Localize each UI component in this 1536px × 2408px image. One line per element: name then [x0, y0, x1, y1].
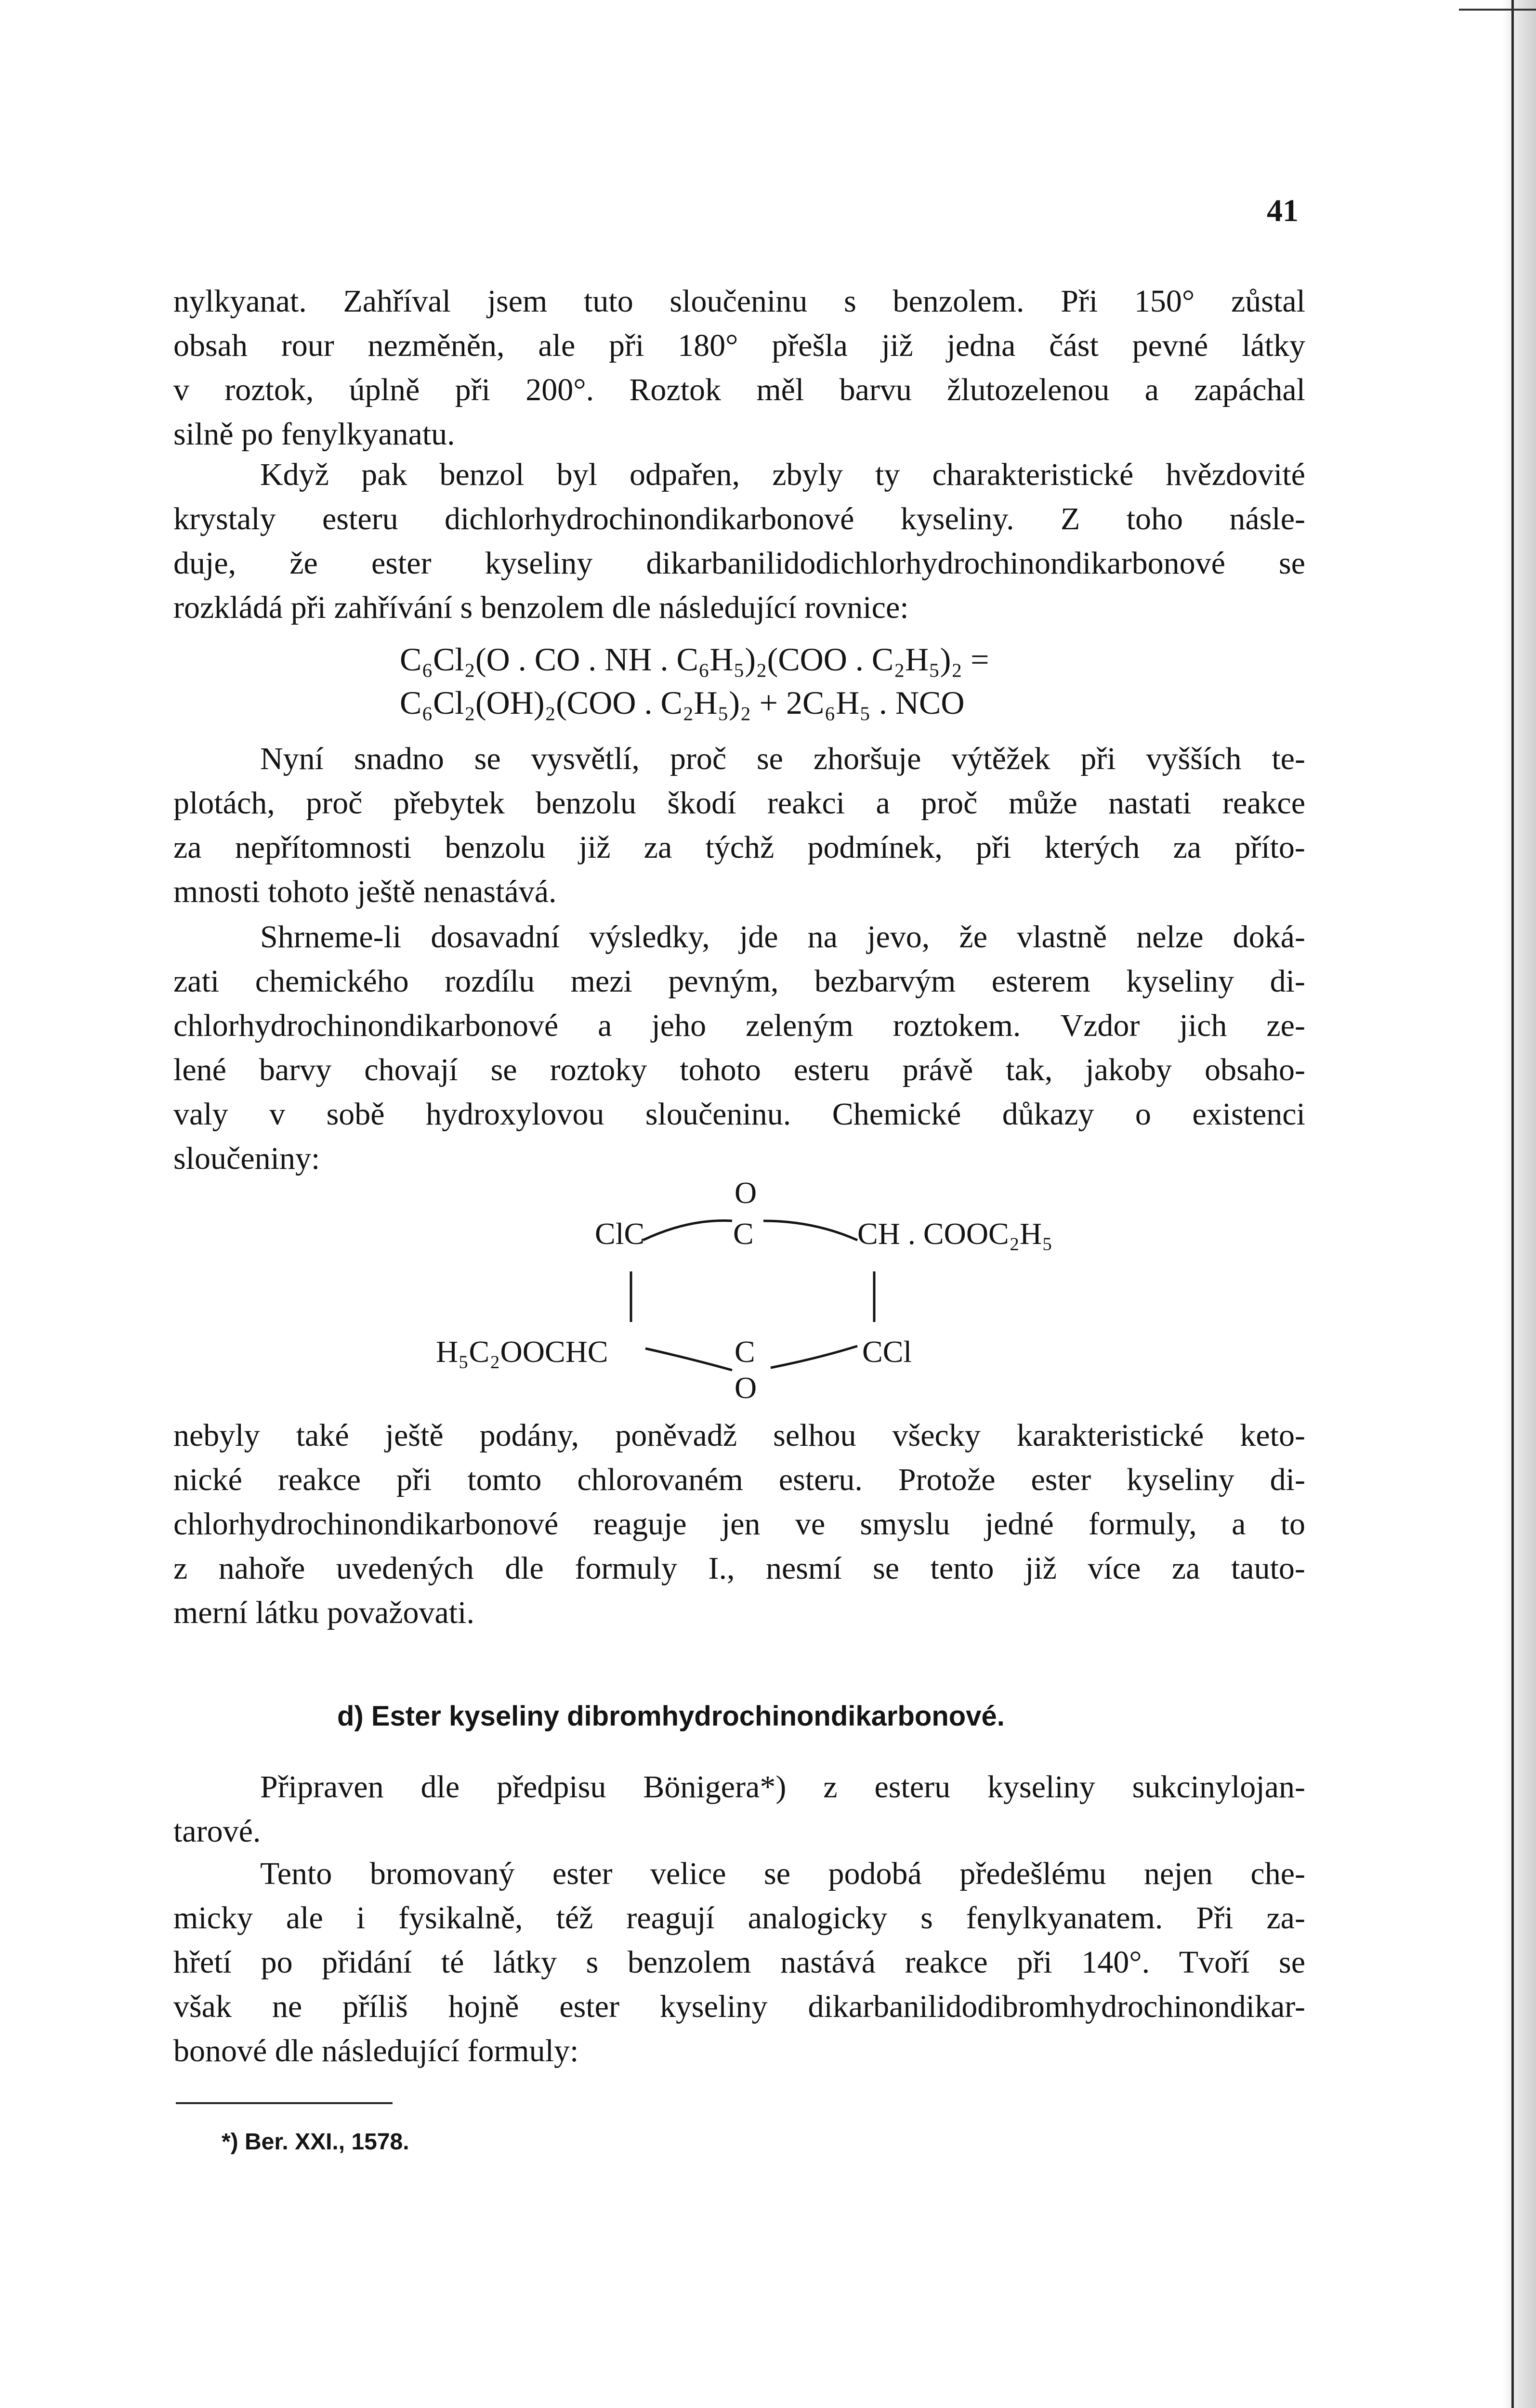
- word: Připraven: [260, 1769, 384, 1805]
- word: za: [1173, 830, 1202, 865]
- word: keto-: [1240, 1418, 1305, 1453]
- word: formuly,: [1088, 1506, 1197, 1542]
- text-line: [173, 1413, 1305, 1458]
- word: reaguje: [593, 1506, 687, 1542]
- word: analogicky: [748, 1900, 888, 1936]
- word: s: [844, 284, 856, 319]
- word: výtěžek: [951, 741, 1050, 776]
- word: příto-: [1234, 830, 1305, 865]
- word: rozdílu: [445, 964, 535, 999]
- word: zapáchal: [1194, 372, 1305, 407]
- word: škodí: [667, 785, 736, 821]
- word: to: [1280, 1506, 1305, 1542]
- word: ještě: [385, 1418, 444, 1453]
- word: se: [756, 741, 783, 776]
- word: přešla: [772, 328, 848, 363]
- word: Nyní: [260, 741, 324, 776]
- word: chemického: [255, 964, 409, 999]
- word: přebytek: [393, 785, 505, 821]
- bond-bottom-right: [771, 1346, 857, 1368]
- text-line-last: silně po fenylkyanatu.: [173, 417, 455, 452]
- text-line-last: mnosti tohoto ještě nenastává.: [173, 874, 557, 909]
- word: při: [1080, 741, 1116, 776]
- word: te-: [1272, 741, 1305, 776]
- word: hvězdovité: [1166, 457, 1305, 492]
- word: část: [1049, 328, 1099, 363]
- word: za: [1171, 1551, 1200, 1586]
- word: Vzdor: [1060, 1008, 1140, 1043]
- word: tak,: [1006, 1052, 1053, 1087]
- word: nebyly: [173, 1418, 260, 1453]
- word: i: [356, 1900, 366, 1936]
- word: jeho: [651, 1008, 707, 1043]
- text-line: [173, 1458, 1305, 1502]
- equation-line-2: C₆Cl₂(OH)₂(COO . C₂H₅)₂ + 2C₆H₅ . NCO: [400, 684, 965, 721]
- word: chovají: [364, 1052, 458, 1087]
- word: nastati: [1108, 785, 1192, 821]
- text-line: [173, 1765, 1305, 1809]
- word: odpařen,: [630, 457, 740, 492]
- word: se: [1279, 1945, 1305, 1980]
- word: měl: [756, 372, 804, 407]
- word: chlorhydrochinondikarbonové: [173, 1008, 559, 1043]
- text-line: [173, 1940, 1305, 1985]
- word: krystaly: [173, 501, 276, 537]
- word: nepřítomnosti: [235, 830, 412, 865]
- word: esterem: [991, 964, 1090, 999]
- word: nelze: [1136, 919, 1204, 955]
- word: látky: [493, 1945, 557, 1980]
- formula-bottom-oxygen: O: [735, 1371, 757, 1405]
- word: při: [609, 328, 644, 363]
- word: hřetí: [173, 1945, 232, 1980]
- word: násle-: [1229, 501, 1305, 537]
- word: doká-: [1233, 919, 1305, 955]
- word: ne: [272, 1989, 302, 2024]
- word: bezbarvým: [814, 964, 956, 999]
- word: pak: [361, 457, 407, 492]
- word: dle: [505, 1551, 544, 1586]
- word: bromovaný: [369, 1856, 515, 1891]
- word: chlorovaném: [577, 1462, 743, 1497]
- word: Tvoří: [1179, 1945, 1250, 1980]
- word: nejen: [1144, 1856, 1213, 1891]
- word: již: [881, 328, 913, 363]
- word: podmínek,: [807, 830, 943, 865]
- word: duje,: [173, 546, 236, 581]
- word: kyseliny: [987, 1769, 1095, 1805]
- word: 180°: [678, 328, 738, 363]
- word: smyslu: [860, 1506, 950, 1542]
- word: rour: [281, 328, 334, 363]
- formula-top-left: ClC: [595, 1217, 645, 1251]
- word: Tento: [260, 1856, 332, 1891]
- formula-bottom-left: H₅C₂OOCHC: [436, 1335, 608, 1369]
- text-line: [173, 1546, 1305, 1591]
- word: jde: [739, 919, 778, 955]
- word: reagují: [626, 1900, 715, 1936]
- word: jich: [1179, 1008, 1227, 1043]
- word: ze-: [1266, 1008, 1305, 1043]
- word: uvedených: [336, 1551, 474, 1586]
- word: v: [173, 372, 189, 407]
- word: nastává: [780, 1945, 876, 1980]
- word: obsah: [173, 328, 248, 363]
- word: dle: [420, 1769, 460, 1805]
- word: kyseliny.: [900, 501, 1014, 537]
- word: di-: [1270, 1462, 1305, 1497]
- word: roztok,: [224, 372, 314, 407]
- word: kyseliny: [485, 546, 593, 581]
- footnote-rule: [176, 2102, 393, 2104]
- word: Při: [1061, 284, 1098, 319]
- word: benzol: [439, 457, 525, 492]
- word: hojně: [448, 1989, 519, 2024]
- text-line: [173, 1985, 1305, 2029]
- word: se: [873, 1551, 900, 1586]
- word: benzolem: [627, 1945, 751, 1980]
- word: zhoršuje: [813, 741, 921, 776]
- word: fysikalně,: [398, 1900, 523, 1936]
- word: též: [556, 1900, 593, 1936]
- word: všecky: [892, 1418, 981, 1453]
- word: se: [474, 741, 501, 776]
- word: reakce: [277, 1462, 361, 1497]
- word: jevo,: [867, 919, 930, 955]
- word: jen: [721, 1506, 761, 1542]
- word: reakce: [1222, 785, 1305, 821]
- word: z: [823, 1769, 838, 1805]
- word: existenci: [1192, 1097, 1305, 1132]
- word: ty: [875, 457, 900, 492]
- word: poněvadž: [615, 1418, 737, 1453]
- word: a: [598, 1008, 612, 1043]
- bond-top-right: [763, 1221, 857, 1240]
- word: tuto: [584, 284, 633, 319]
- word: benzolem.: [893, 284, 1024, 319]
- word: za-: [1266, 1900, 1305, 1936]
- word: výsledky,: [589, 919, 710, 955]
- word: Zahříval: [343, 284, 451, 319]
- word: plotách,: [173, 785, 275, 821]
- word: formuly: [575, 1551, 677, 1586]
- word: kterých: [1044, 830, 1140, 865]
- word: byl: [556, 457, 597, 492]
- word: esteru: [874, 1769, 951, 1805]
- word: kyseliny: [1127, 1462, 1234, 1497]
- word: však: [173, 1989, 232, 2024]
- word: se: [1278, 546, 1305, 581]
- word: ester: [371, 546, 432, 581]
- word: jedna: [946, 328, 1016, 363]
- word: podobá: [828, 1856, 922, 1891]
- word: Když: [260, 457, 329, 492]
- word: tohoto: [680, 1052, 761, 1087]
- text-line-last: bonové dle následující formuly:: [173, 2033, 579, 2068]
- word: s: [586, 1945, 599, 1980]
- word: fenylkyanatem.: [966, 1900, 1163, 1936]
- word: při: [976, 830, 1011, 865]
- equation-line-1: C₆Cl₂(O . CO . NH . C₆H₅)₂(COO . C₂H₅)₂ =: [400, 641, 989, 678]
- formula-bottom-mid: C: [735, 1335, 755, 1369]
- word: sobě: [326, 1097, 385, 1132]
- word: důkazy: [1002, 1097, 1094, 1132]
- bond-top-left: [643, 1221, 732, 1241]
- word: ale: [286, 1900, 323, 1936]
- word: a: [1232, 1506, 1246, 1542]
- word: a: [876, 785, 890, 821]
- word: kyseliny: [659, 1989, 768, 2024]
- word: reakci: [767, 785, 845, 821]
- footnote: *) Ber. XXI., 1578.: [222, 2129, 409, 2155]
- paragraph-5: [173, 1413, 1305, 1635]
- paragraph-6: [173, 1765, 1305, 1854]
- word: tomto: [467, 1462, 542, 1497]
- word: o: [1135, 1097, 1151, 1132]
- word: předpisu: [497, 1769, 606, 1805]
- word: Roztok: [629, 372, 722, 407]
- word: za: [643, 830, 672, 865]
- word: charakteristické: [932, 457, 1134, 492]
- word: Protože: [898, 1462, 996, 1497]
- word: sukcinylojan-: [1132, 1769, 1305, 1805]
- word: Při: [1196, 1900, 1234, 1936]
- word: v: [269, 1097, 286, 1132]
- word: jsem: [487, 284, 548, 319]
- word: příliš: [342, 1989, 408, 2024]
- word: s: [920, 1900, 933, 1936]
- word: jakoby: [1085, 1052, 1172, 1087]
- word: z: [173, 1551, 188, 1586]
- word: zeleným: [746, 1008, 853, 1043]
- formula-top-oxygen: O: [735, 1176, 757, 1210]
- word: roztoky: [550, 1052, 647, 1087]
- word: esteru: [322, 501, 398, 537]
- word: dosavadní: [431, 919, 560, 955]
- word: vyšších: [1146, 741, 1242, 776]
- word: benzolu: [445, 830, 546, 865]
- word: ester: [552, 1856, 613, 1891]
- word: ve: [795, 1506, 826, 1542]
- word: velice: [650, 1856, 726, 1891]
- word: benzolu: [536, 785, 637, 821]
- word: Bönigera*): [643, 1769, 787, 1805]
- word: esteru: [793, 1052, 870, 1087]
- word: dikarbanilidodibromhydrochinondikar-: [808, 1989, 1305, 2024]
- word: Shrneme-li: [260, 919, 402, 955]
- word: látky: [1241, 328, 1305, 363]
- word: ester: [559, 1989, 619, 2024]
- word: týchž: [705, 830, 775, 865]
- text-line: [173, 1852, 1305, 1896]
- word: vlastně: [1017, 919, 1107, 955]
- word: chlorhydrochinondikarbonové: [173, 1506, 559, 1542]
- word: 140°.: [1081, 1945, 1150, 1980]
- word: I.,: [708, 1551, 735, 1586]
- word: žlutozelenou: [947, 372, 1110, 407]
- word: pevným,: [668, 964, 779, 999]
- formula-top-mid: C: [733, 1217, 754, 1251]
- text-line-last: sloučeniny:: [173, 1141, 320, 1176]
- word: toho: [1126, 501, 1183, 537]
- word: 150°: [1134, 284, 1195, 319]
- text-line: [173, 1502, 1305, 1546]
- word: ale: [538, 328, 576, 363]
- word: zbyly: [772, 457, 843, 492]
- word: reakce: [905, 1945, 988, 1980]
- word: že: [289, 546, 318, 581]
- word: může: [1008, 785, 1077, 821]
- word: mezi: [570, 964, 632, 999]
- word: karakteristické: [1016, 1418, 1204, 1453]
- word: proč: [670, 741, 727, 776]
- word: Z: [1061, 501, 1080, 537]
- word: obsaho-: [1205, 1052, 1305, 1087]
- text-line-last: merní látku považovati.: [173, 1595, 474, 1630]
- word: při: [455, 372, 490, 407]
- word: dikarbanilidodichlorhydrochinondikarbonové: [646, 546, 1225, 581]
- word: tento: [930, 1551, 994, 1586]
- word: se: [764, 1856, 791, 1891]
- word: di-: [1270, 964, 1305, 999]
- word: tauto-: [1231, 1551, 1305, 1586]
- word: nesmí: [765, 1551, 842, 1586]
- word: ester: [1031, 1462, 1091, 1497]
- word: hydroxylovou: [426, 1097, 604, 1132]
- word: nahoře: [218, 1551, 305, 1586]
- word: po: [261, 1945, 293, 1980]
- word: sloučeninu.: [645, 1097, 791, 1132]
- word: přidání: [322, 1945, 412, 1980]
- word: snadno: [354, 741, 444, 776]
- word: té: [441, 1945, 464, 1980]
- word: předešlému: [959, 1856, 1106, 1891]
- word: jedné: [985, 1506, 1054, 1542]
- word: zůstal: [1231, 284, 1305, 319]
- word: kyseliny: [1126, 964, 1234, 999]
- word: se: [490, 1052, 517, 1087]
- word: che-: [1250, 1856, 1305, 1891]
- word: zati: [173, 964, 220, 999]
- formula-top-right: CH . COOC₂H₅: [857, 1217, 1053, 1251]
- word: barvy: [259, 1052, 332, 1087]
- word: že: [959, 919, 988, 955]
- word: esteru.: [778, 1462, 863, 1497]
- word: proč: [921, 785, 978, 821]
- word: 200°.: [525, 372, 594, 407]
- formula-bottom-right: CCl: [862, 1335, 912, 1369]
- word: nylkyanat.: [173, 284, 307, 319]
- word: na: [807, 919, 838, 955]
- bond-bottom-left: [645, 1348, 732, 1370]
- page-number: 41: [1267, 193, 1299, 228]
- section-heading: d) Ester kyseliny dibromhydrochinondikarbonové.: [337, 1701, 1005, 1732]
- word: pevné: [1132, 328, 1208, 363]
- word: valy: [173, 1097, 228, 1132]
- word: roztokem.: [893, 1008, 1021, 1043]
- word: selhou: [773, 1418, 856, 1453]
- word: nezměněn,: [368, 328, 505, 363]
- word: již: [1025, 1551, 1057, 1586]
- word: barvu: [839, 372, 912, 407]
- word: také: [296, 1418, 349, 1453]
- word: právě: [902, 1052, 973, 1087]
- word: nické: [173, 1462, 242, 1497]
- word: podány,: [479, 1418, 579, 1453]
- word: lené: [173, 1052, 226, 1087]
- text-line-last: tarové.: [173, 1814, 261, 1849]
- text-line: [173, 1896, 1305, 1940]
- word: při: [1017, 1945, 1052, 1980]
- word: již: [578, 830, 611, 865]
- word: za: [173, 830, 202, 865]
- word: a: [1144, 372, 1159, 407]
- word: úplně: [349, 372, 420, 407]
- word: micky: [173, 1900, 253, 1936]
- word: sloučeninu: [670, 284, 808, 319]
- word: vysvětlí,: [531, 741, 640, 776]
- paragraph-7: [173, 1852, 1305, 2073]
- text-line-last: rozkládá při zahřívání s benzolem dle následující rovnice:: [173, 590, 909, 625]
- word: více: [1088, 1551, 1141, 1586]
- word: Chemické: [832, 1097, 961, 1132]
- word: dichlorhydrochinondikarbonové: [444, 501, 854, 537]
- word: proč: [306, 785, 363, 821]
- word: při: [396, 1462, 432, 1497]
